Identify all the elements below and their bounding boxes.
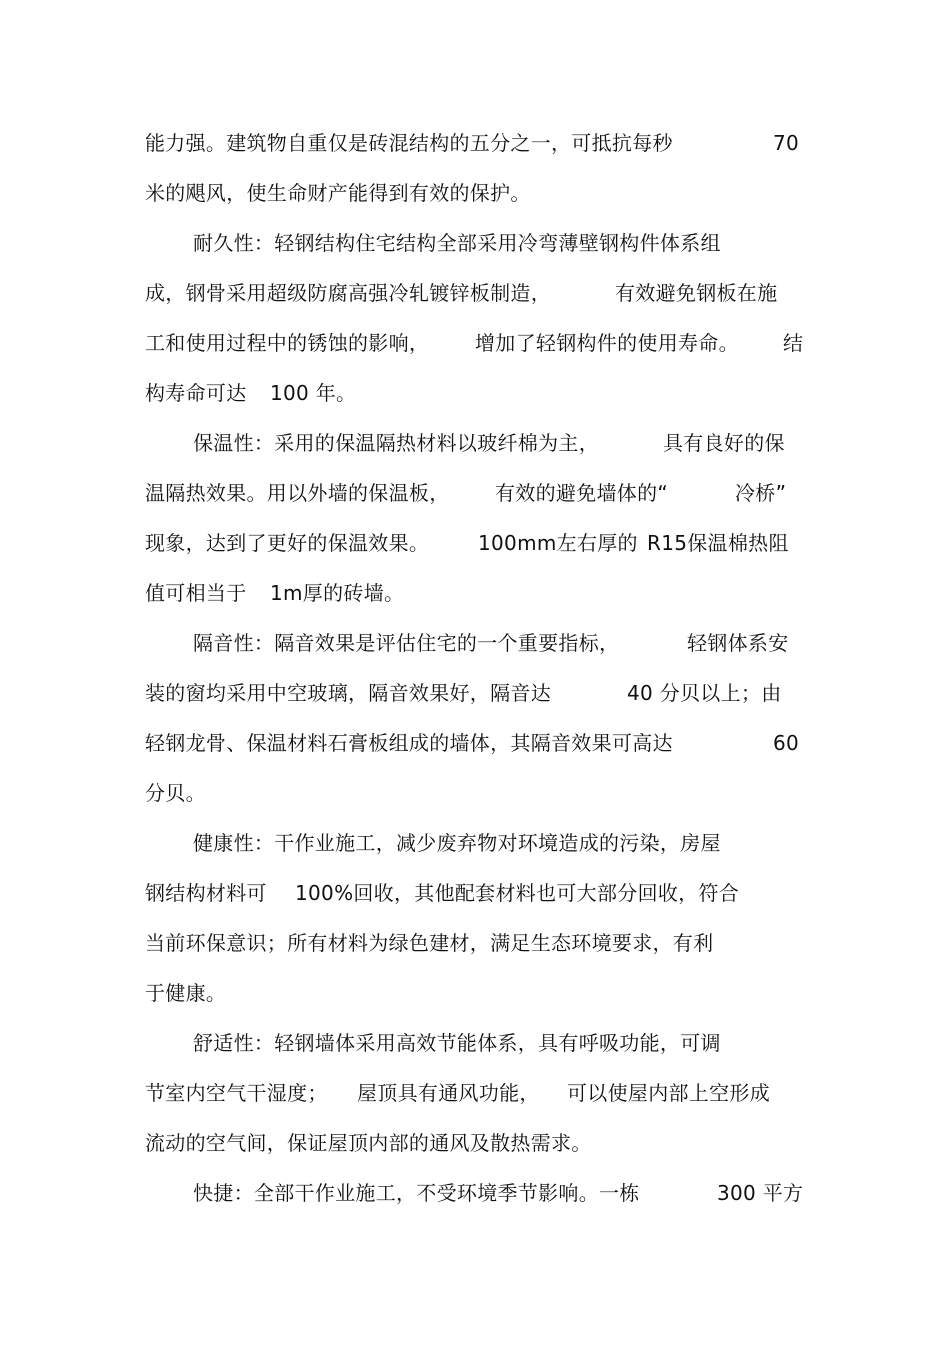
text-segment: 流动的空气间，保证屋顶内部的通风及散热需求。	[145, 1131, 592, 1155]
text-line	[145, 278, 815, 308]
text-line	[193, 1178, 815, 1208]
text-segment: 100mm左右厚的	[478, 531, 638, 555]
text-segment: 保温性：采用的保温隔热材料以玻纤棉为主，	[193, 431, 599, 455]
text-segment: 结	[783, 331, 804, 355]
text-segment: 能力强。建筑物自重仅是砖混结构的五分之一，可抵抗每秒	[145, 131, 673, 155]
text-segment: 增加了轻钢构件的使用寿命。	[475, 331, 739, 355]
text-segment: 可以使屋内部上空形成	[567, 1081, 770, 1105]
text-segment: 冷桥”	[735, 481, 787, 505]
text-line	[193, 628, 815, 658]
text-line	[145, 328, 815, 358]
text-segment: 40 分贝以上；由	[627, 681, 782, 705]
text-segment: 隔音性：隔音效果是评估住宅的一个重要指标，	[193, 631, 620, 655]
text-segment: 屋顶具有通风功能，	[357, 1081, 540, 1105]
text-segment: 轻钢龙骨、保温材料石膏板组成的墙体，其隔音效果可高达	[145, 731, 673, 755]
text-segment: 300 平方	[717, 1181, 804, 1205]
text-segment: 70	[773, 131, 800, 155]
text-segment: 分贝。	[145, 781, 206, 805]
text-segment: 健康性：干作业施工，减少废弃物对环境造成的污染，房屋	[193, 831, 721, 855]
text-line	[193, 428, 815, 458]
text-segment: 60	[773, 731, 800, 755]
text-line	[145, 978, 815, 1008]
text-segment: 现象，达到了更好的保温效果。	[145, 531, 430, 555]
text-line	[145, 528, 815, 558]
text-segment: 100 年。	[270, 381, 357, 405]
text-segment: 工和使用过程中的锈蚀的影响，	[145, 331, 430, 355]
text-line	[145, 1128, 815, 1158]
text-segment: 具有良好的保	[663, 431, 785, 455]
text-line	[145, 378, 815, 408]
text-segment: 米的飓风，使生命财产能得到有效的保护。	[145, 181, 531, 205]
text-segment: 当前环保意识；所有材料为绿色建材，满足生态环境要求，有利	[145, 931, 714, 955]
text-segment: 快捷：全部干作业施工，不受环境季节影响。一栋	[193, 1181, 640, 1205]
text-segment: 轻钢体系安	[687, 631, 789, 655]
text-segment: 装的窗均采用中空玻璃，隔音效果好，隔音达	[145, 681, 551, 705]
text-line	[193, 228, 815, 258]
text-segment: 温隔热效果。用以外墙的保温板，	[145, 481, 450, 505]
text-segment: 构寿命可达	[145, 381, 247, 405]
text-segment: 钢结构材料可	[145, 881, 267, 905]
text-segment: 耐久性：轻钢结构住宅结构全部采用冷弯薄壁钢构件体系组	[193, 231, 721, 255]
text-line	[145, 878, 815, 908]
text-segment: 成，钢骨采用超级防腐高强冷轧镀锌板制造，	[145, 281, 551, 305]
text-segment: R15保温棉热阻	[647, 531, 789, 555]
text-line	[145, 578, 815, 608]
text-line	[145, 678, 815, 708]
text-segment: 有效避免钢板在施	[615, 281, 778, 305]
text-segment: 舒适性：轻钢墙体采用高效节能体系，具有呼吸功能，可调	[193, 1031, 721, 1055]
text-line	[145, 1078, 815, 1108]
text-line	[145, 728, 815, 758]
text-line	[145, 178, 815, 208]
text-segment: 节室内空气干湿度；	[145, 1081, 328, 1105]
text-line	[145, 778, 815, 808]
text-segment: 100%回收，其他配套材料也可大部分回收，符合	[295, 881, 740, 905]
text-line	[145, 478, 815, 508]
text-line	[145, 928, 815, 958]
text-segment: 有效的避免墙体的“	[495, 481, 669, 505]
text-segment: 于健康。	[145, 981, 227, 1005]
text-segment: 值可相当于	[145, 581, 247, 605]
text-line	[193, 828, 815, 858]
text-line	[145, 128, 815, 158]
text-line	[193, 1028, 815, 1058]
text-segment: 1m厚的砖墙。	[270, 581, 405, 605]
